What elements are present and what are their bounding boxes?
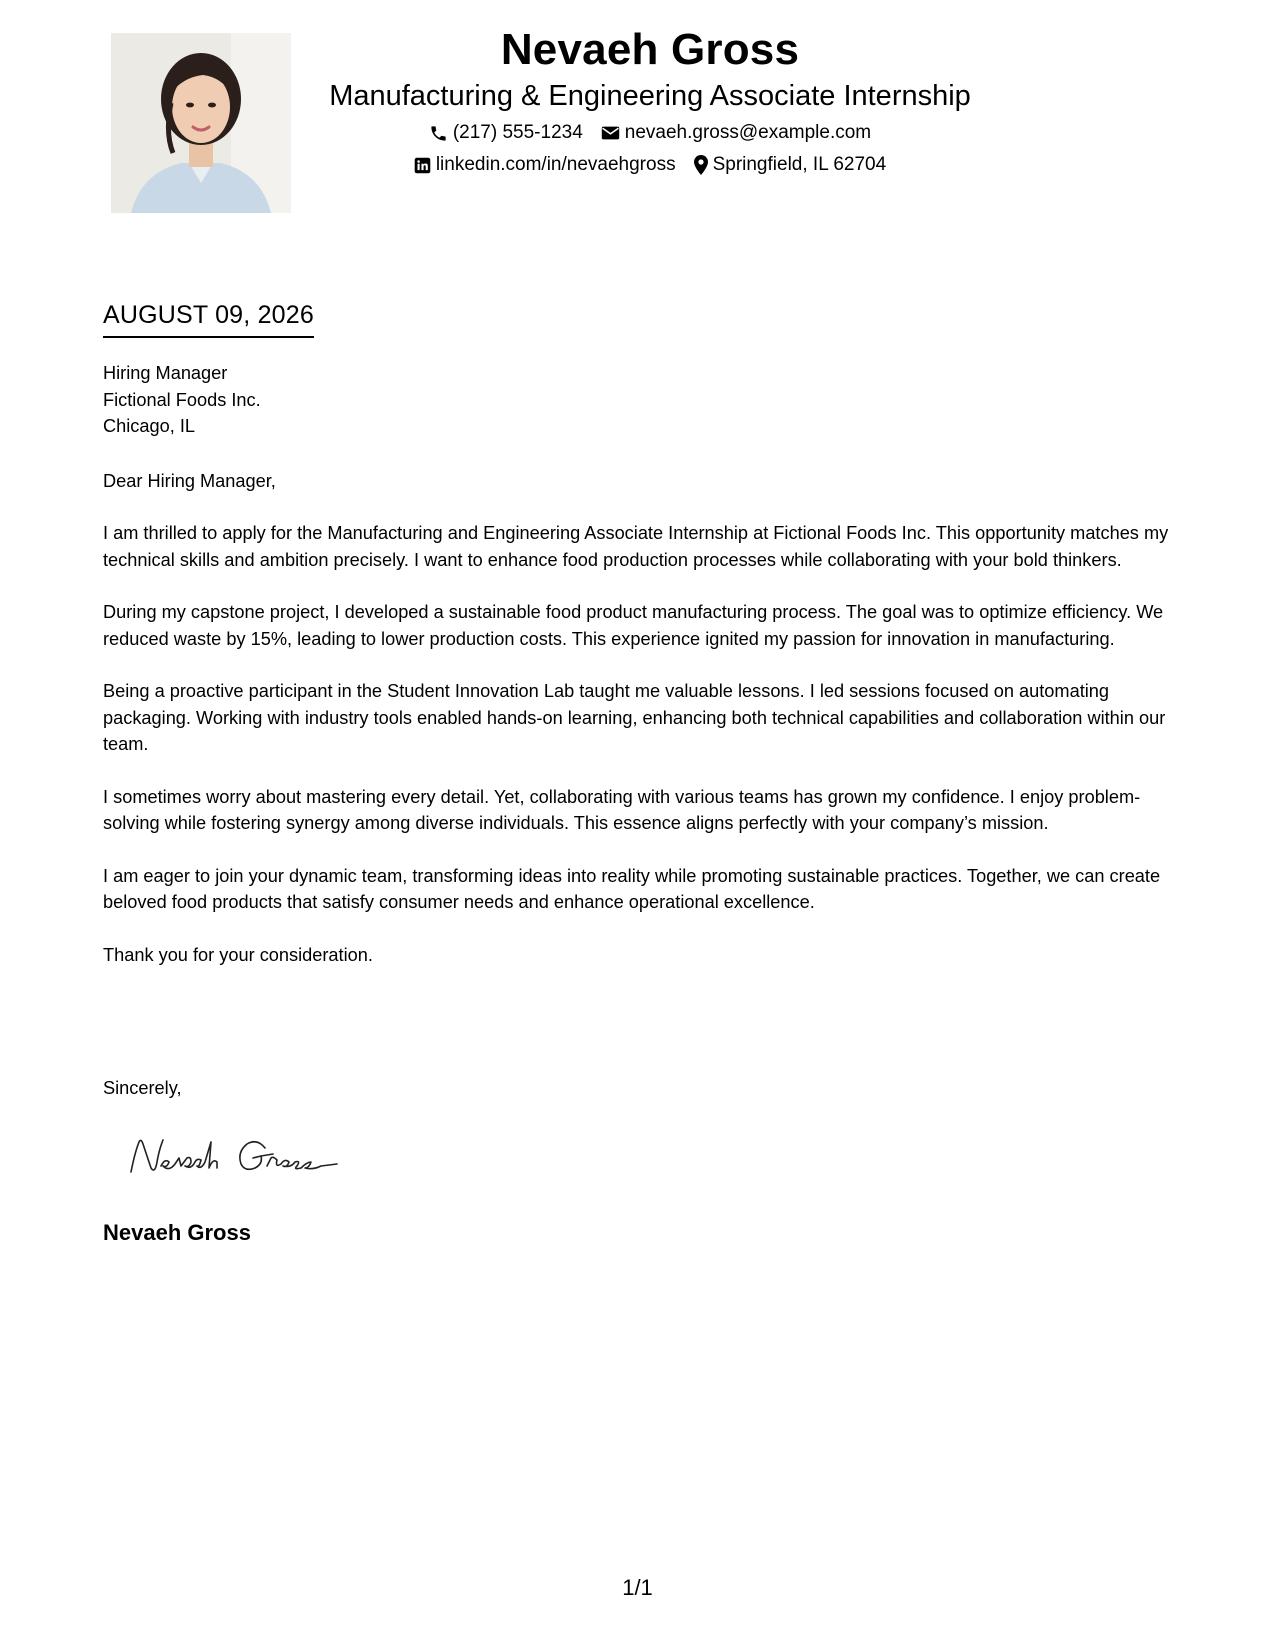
phone-icon	[429, 124, 448, 143]
recipient-block	[103, 360, 1183, 440]
body-paragraph: I am eager to join your dynamic team, transforming ideas into reality while promoting sustainable practices. Together, we can create beloved food products that satisfy consumer needs and enhance operational excellence.	[103, 865, 1161, 912]
body-paragraph: During my capstone project, I developed a sustainable food product manufacturing process. The goal was to optimize efficiency. We reduced waste by 15%, leading to lower production costs. This experience ignited my passion for innovation in manufacturing.	[103, 602, 1164, 649]
email-contact[interactable]	[601, 120, 871, 146]
recipient-company: Fictional Foods Inc.	[103, 389, 261, 410]
body-paragraph: I am thrilled to apply for the Manufacturing and Engineering Associate Internship at Fictional Foods Inc. This opportunity matches my technical skills and ambition precisely. I want to enhance food production processes while collaborating with your bold thinkers.	[103, 523, 1169, 570]
thank-you-line: Thank you for your consideration.	[103, 944, 373, 965]
location-text: Springfield, IL 62704	[712, 154, 887, 175]
job-title: Manufacturing & Engineering Associate Internship	[329, 80, 971, 112]
envelope-icon	[601, 125, 620, 141]
recipient-title: Hiring Manager	[103, 363, 228, 383]
page-number: 1/1	[622, 1575, 653, 1600]
linkedin-icon	[414, 157, 431, 174]
contact-row-secondary	[300, 152, 1000, 178]
letter-body	[103, 360, 1183, 968]
signer-name: Nevaeh Gross	[103, 1220, 251, 1245]
handwritten-signature	[125, 1132, 345, 1182]
location-contact	[694, 152, 887, 178]
linkedin-contact[interactable]	[414, 152, 676, 178]
closing: Sincerely,	[103, 1078, 182, 1098]
linkedin-text: linkedin.com/in/nevaehgross	[435, 154, 676, 175]
phone-text: (217) 555-1234	[452, 122, 583, 143]
header	[300, 22, 1000, 178]
salutation: Dear Hiring Manager,	[103, 470, 276, 491]
phone-contact[interactable]	[429, 120, 583, 146]
email-text: nevaeh.gross@example.com	[624, 122, 872, 143]
recipient-location: Chicago, IL	[103, 416, 196, 436]
profile-photo	[111, 33, 291, 213]
applicant-name: Nevaeh Gross	[500, 25, 800, 74]
contact-row-primary	[300, 120, 1000, 146]
body-paragraph: I sometimes worry about mastering every detail. Yet, collaborating with various teams has grown my confidence. I enjoy problem-solving while fostering synergy among diverse individuals. This essence aligns perfectly with your company’s mission.	[103, 786, 1141, 833]
letter-date: AUGUST 09, 2026	[103, 298, 314, 338]
body-paragraph: Being a proactive participant in the Student Innovation Lab taught me valuable lessons. I led sessions focused on automating packaging. Working with industry tools enabled hands-on learning, enhancing both technical capabilities and collaboration within our team.	[103, 681, 1166, 754]
map-pin-icon	[694, 155, 708, 175]
